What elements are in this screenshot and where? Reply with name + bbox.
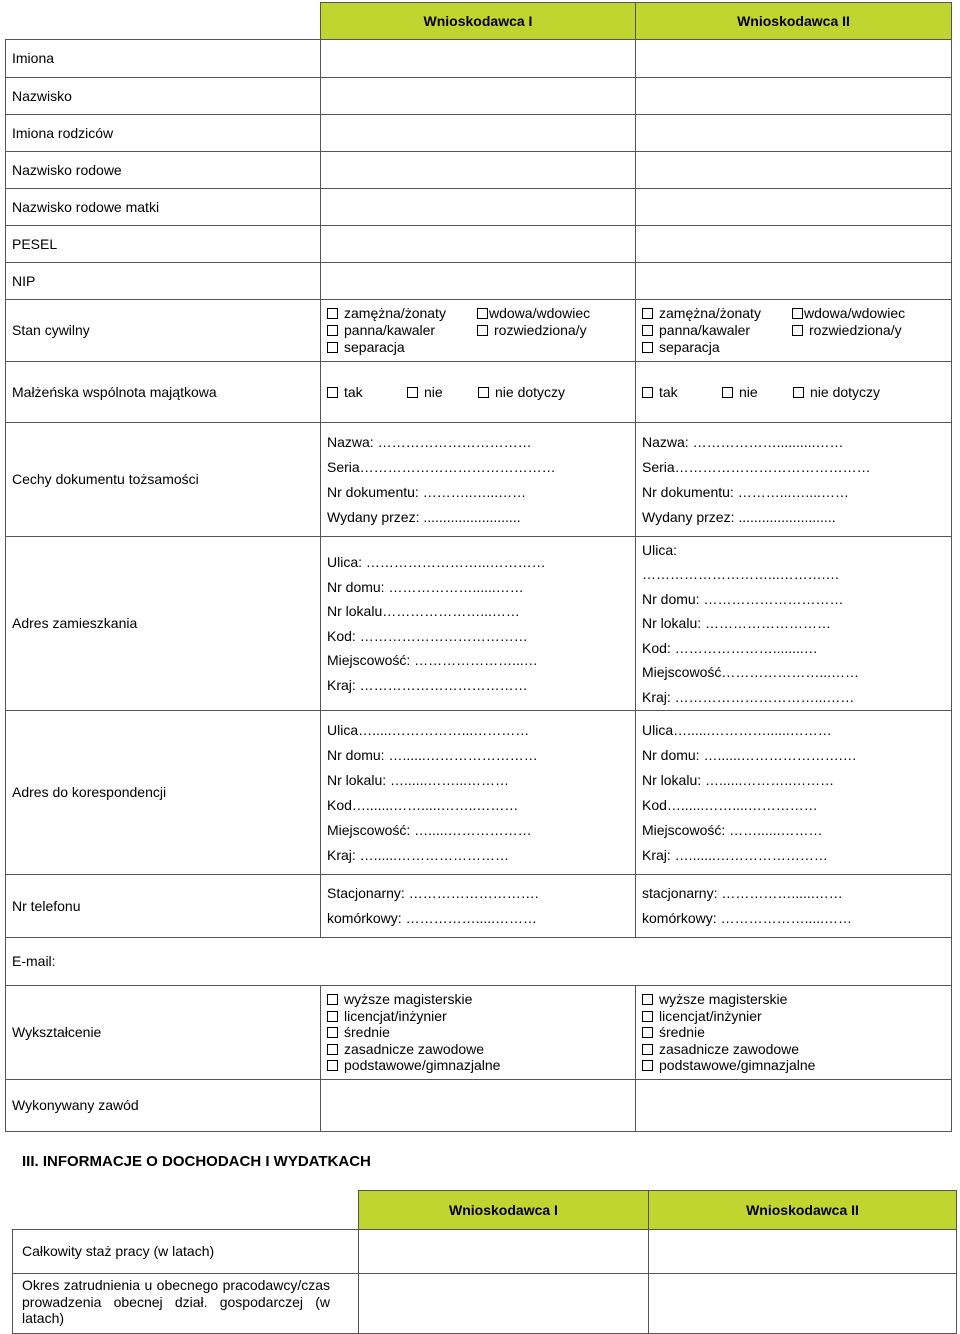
adres-nr-domu: Nr domu: ………………......……: [327, 578, 524, 595]
label-zawod: Wykonywany zawód: [6, 1080, 321, 1132]
checkbox-icon[interactable]: [642, 325, 653, 336]
field-pesel-2[interactable]: [636, 226, 952, 263]
field-nazwisko-2[interactable]: [636, 78, 952, 115]
wspolnota-options-2: [636, 362, 952, 423]
option-zasadnicze[interactable]: zasadnicze zawodowe: [327, 1041, 629, 1058]
adres-ulica: Ulica: ……………………...…………: [327, 554, 546, 570]
label-imiona: Imiona: [6, 40, 321, 78]
label-wyksztalcenie: Wykształcenie: [6, 986, 321, 1080]
adres-kor-fields-1[interactable]: [321, 711, 636, 875]
label-nazwisko: Nazwisko: [6, 78, 321, 115]
label-wspolnota: Małżeńska wspólnota majątkowa: [6, 362, 321, 423]
label-nip: NIP: [6, 263, 321, 300]
tel-komorkowy: komórkowy: …………….....………: [327, 910, 538, 926]
checkbox-icon[interactable]: [477, 325, 488, 336]
label-telefon: Nr telefonu: [6, 875, 321, 938]
field-staz-1[interactable]: [359, 1230, 649, 1274]
option-licencjat[interactable]: licencjat/inżynier: [327, 1008, 629, 1025]
checkbox-icon[interactable]: [327, 387, 338, 398]
checkbox-icon[interactable]: [327, 994, 338, 1005]
dokument-nazwa: Nazwa: ………………..........……: [642, 433, 844, 450]
checkbox-icon[interactable]: [642, 994, 653, 1005]
label-okres: Okres zatrudnienia u obecnego pracodawcy/czas prowadzenia obecnej dział. gospodarczej (w latach): [13, 1274, 359, 1334]
adres-zam-fields-2[interactable]: [636, 537, 952, 711]
checkbox-icon[interactable]: [642, 1044, 653, 1055]
option-podstawowe[interactable]: podstawowe/gimnazjalne: [327, 1057, 629, 1074]
checkbox-icon[interactable]: [642, 308, 653, 319]
checkbox-icon[interactable]: [642, 1060, 653, 1071]
field-nip-2[interactable]: [636, 263, 952, 300]
dokument-wydany: Wydany przez: .........................: [327, 508, 521, 525]
kor-nr-lokalu: Nr lokalu: …......………..………: [642, 771, 835, 788]
adres-kor-fields-2[interactable]: [636, 711, 952, 875]
kor-ulica: Ulica…......…………......………: [642, 721, 832, 738]
checkbox-icon[interactable]: [327, 308, 338, 319]
income-table: [12, 1190, 957, 1334]
adres-kod: Kod: …………………........…: [642, 639, 818, 656]
adres-ulica-dots: ………………………...……….…: [642, 566, 840, 583]
label-adres-zamieszkania: Adres zamieszkania: [6, 537, 321, 711]
checkbox-icon[interactable]: [642, 1011, 653, 1022]
option-zamezna[interactable]: zamężna/żonaty: [642, 305, 792, 322]
tel-stacjonarny: Stacjonarny: ……………………….: [327, 885, 539, 901]
label-nazwisko-rodowe: Nazwisko rodowe: [6, 152, 321, 189]
wspolnota-options-1: [321, 362, 636, 423]
dokument-fields-1[interactable]: [321, 423, 636, 537]
checkbox-icon[interactable]: [477, 308, 488, 319]
dokument-fields-2[interactable]: [636, 423, 952, 537]
dokument-nazwa: Nazwa: ……………………………: [327, 433, 532, 450]
field-nip-1[interactable]: [321, 263, 636, 300]
applicant-table: [5, 2, 952, 1132]
kor-kraj: Kraj: …......……………………: [327, 846, 510, 863]
header-blank: [6, 3, 321, 40]
checkbox-icon[interactable]: [327, 1060, 338, 1071]
checkbox-icon[interactable]: [792, 308, 803, 319]
wyksztalcenie-options-1: [321, 986, 636, 1080]
option-panna[interactable]: panna/kawaler: [327, 322, 477, 339]
dokument-seria: Seria……………………………………: [327, 458, 556, 475]
option-wyzsze[interactable]: wyższe magisterskie: [327, 991, 629, 1008]
dokument-seria: Seria……………………………………: [642, 458, 871, 475]
option-nie-dotyczy[interactable]: nie dotyczy: [793, 384, 880, 401]
field-nazwisko-1[interactable]: [321, 78, 636, 115]
option-licencjat[interactable]: licencjat/inżynier: [642, 1008, 945, 1025]
tel-stacjonarny: stacjonarny: ……………......……: [642, 885, 843, 901]
adres-nr-domu: Nr domu: …………………………: [642, 590, 844, 607]
checkbox-icon[interactable]: [327, 1027, 338, 1038]
checkbox-icon[interactable]: [793, 387, 804, 398]
checkbox-icon[interactable]: [327, 1044, 338, 1055]
field-nazwisko-rodowe-2[interactable]: [636, 152, 952, 189]
field-imiona-1[interactable]: [321, 40, 636, 78]
checkbox-icon[interactable]: [327, 325, 338, 336]
option-tak[interactable]: tak: [642, 384, 722, 401]
field-pesel-1[interactable]: [321, 226, 636, 263]
adres-miejscowosc: Miejscowość: …………………...…: [327, 652, 538, 668]
adres-nr-lokalu: Nr lokalu: ………………………: [642, 615, 832, 632]
field-okres-2[interactable]: [649, 1274, 957, 1334]
option-separacja[interactable]: separacja: [327, 339, 477, 356]
label-email[interactable]: E-mail:: [6, 938, 952, 986]
stan-cywilny-options-1: [321, 300, 636, 362]
header-blank: [13, 1191, 359, 1230]
field-imiona-rodzicow-1[interactable]: [321, 115, 636, 152]
header-applicant-2: Wnioskodawca II: [649, 1191, 957, 1230]
option-rozwiedziona[interactable]: rozwiedziona/y: [477, 322, 627, 339]
field-imiona-2[interactable]: [636, 40, 952, 78]
header-applicant-1: Wnioskodawca I: [359, 1191, 649, 1230]
checkbox-icon[interactable]: [327, 1011, 338, 1022]
checkbox-icon[interactable]: [642, 387, 653, 398]
header-applicant-1: Wnioskodawca I: [321, 3, 636, 40]
label-pesel: PESEL: [6, 226, 321, 263]
kor-kod: Kod…......……....……………: [642, 796, 818, 813]
kor-nr-domu: Nr domu: …......……………………: [327, 746, 538, 763]
adres-kraj: Kraj: ………………………………: [327, 676, 528, 693]
checkbox-icon[interactable]: [642, 342, 653, 353]
adres-nr-lokalu: Nr lokalu…………………...……: [327, 603, 520, 619]
option-zamezna[interactable]: zamężna/żonaty: [327, 305, 477, 322]
field-staz-2[interactable]: [649, 1230, 957, 1274]
label-staz: Całkowity staż pracy (w latach): [13, 1230, 359, 1274]
label-stan-cywilny: Stan cywilny: [6, 300, 321, 362]
field-nazwisko-rodowe-matki-2[interactable]: [636, 189, 952, 226]
option-srednie[interactable]: średnie: [642, 1024, 945, 1041]
option-nie[interactable]: nie: [722, 384, 793, 401]
option-zasadnicze[interactable]: zasadnicze zawodowe: [642, 1041, 945, 1058]
wyksztalcenie-options-2: [636, 986, 952, 1080]
option-wdowa[interactable]: wdowa/wdowiec: [477, 305, 627, 322]
telefon-fields-2[interactable]: [636, 875, 952, 938]
field-nazwisko-rodowe-1[interactable]: [321, 152, 636, 189]
telefon-fields-1[interactable]: [321, 875, 636, 938]
option-wdowa[interactable]: wdowa/wdowiec: [792, 305, 942, 322]
stan-cywilny-options-2: [636, 300, 952, 362]
field-okres-1[interactable]: [359, 1274, 649, 1334]
label-imiona-rodzicow: Imiona rodziców: [6, 115, 321, 152]
kor-nr-domu: Nr domu: …......………………….…: [642, 746, 857, 763]
option-wyzsze[interactable]: wyższe magisterskie: [642, 991, 945, 1008]
checkbox-icon[interactable]: [478, 387, 489, 398]
option-tak[interactable]: tak: [327, 384, 407, 401]
dokument-nr: Nr dokumentu: ………..…...……: [327, 483, 527, 500]
checkbox-icon[interactable]: [792, 325, 803, 336]
option-nie-dotyczy[interactable]: nie dotyczy: [478, 384, 565, 401]
kor-miejscowosc: Miejscowość: ….....………………: [327, 821, 532, 838]
section-3-title: III. INFORMACJE O DOCHODACH I WYDATKACH: [22, 1153, 371, 1170]
option-nie[interactable]: nie: [407, 384, 478, 401]
adres-kraj: Kraj: …………………………...……: [642, 688, 855, 705]
kor-nr-lokalu: Nr lokalu: …......……...………: [327, 771, 510, 788]
field-imiona-rodzicow-2[interactable]: [636, 115, 952, 152]
adres-zam-fields-1[interactable]: [321, 537, 636, 711]
field-zawod-1[interactable]: [321, 1080, 636, 1132]
dokument-wydany: Wydany przez: .........................: [642, 508, 836, 525]
kor-miejscowosc: Miejscowość: ……......………: [642, 821, 823, 838]
adres-kod: Kod: ………………………………: [327, 627, 528, 644]
kor-kod: Kod….......…….....……..………: [327, 796, 519, 813]
checkbox-icon[interactable]: [722, 387, 733, 398]
kor-ulica: Ulica….....……………...…………: [327, 721, 530, 738]
tel-komorkowy: komórkowy: ……………….....……: [642, 910, 853, 926]
option-srednie[interactable]: średnie: [327, 1024, 629, 1041]
checkbox-icon[interactable]: [642, 1027, 653, 1038]
option-separacja[interactable]: separacja: [642, 339, 792, 356]
option-podstawowe[interactable]: podstawowe/gimnazjalne: [642, 1057, 945, 1074]
adres-miejscowosc: Miejscowość…………………...……: [642, 664, 860, 681]
field-zawod-2[interactable]: [636, 1080, 952, 1132]
kor-kraj: Kraj: ….......……………………: [642, 846, 828, 863]
option-rozwiedziona[interactable]: rozwiedziona/y: [792, 322, 942, 339]
header-applicant-2: Wnioskodawca II: [636, 3, 952, 40]
label-dokument: Cechy dokumentu tożsamości: [6, 423, 321, 537]
checkbox-icon[interactable]: [327, 342, 338, 353]
checkbox-icon[interactable]: [407, 387, 418, 398]
field-nazwisko-rodowe-matki-1[interactable]: [321, 189, 636, 226]
label-adres-korespondencji: Adres do korespondencji: [6, 711, 321, 875]
adres-ulica: Ulica:: [642, 541, 678, 558]
label-nazwisko-rodowe-matki: Nazwisko rodowe matki: [6, 189, 321, 226]
option-panna[interactable]: panna/kawaler: [642, 322, 792, 339]
dokument-nr: Nr dokumentu: ………...…....……: [642, 483, 849, 500]
